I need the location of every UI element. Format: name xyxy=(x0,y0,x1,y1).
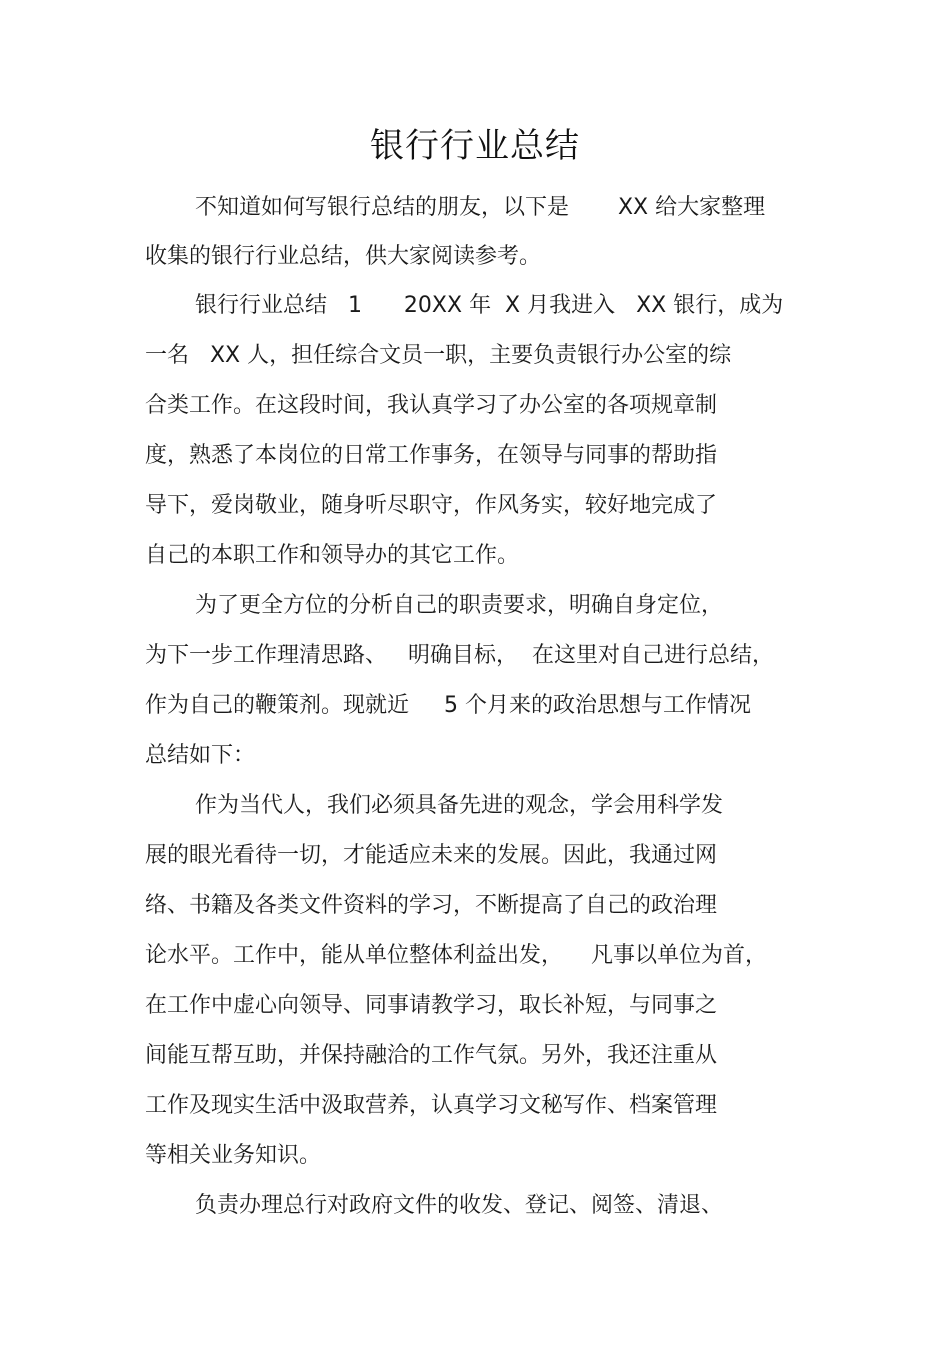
document-title: 银行行业总结 xyxy=(370,126,580,166)
text-line: 收集的银行行业总结，供大家阅读参考。 xyxy=(145,244,542,269)
text-line: 导下，爱岗敬业，随身听尽职守，作风务实，较好地完成了 xyxy=(145,493,718,518)
text-line: 等相关业务知识。 xyxy=(145,1143,322,1168)
text-line: 作为当代人，我们必须具备先进的观念，学会用科学发 xyxy=(195,793,724,818)
text-line: 总结如下： xyxy=(145,743,256,768)
text-line: 自己的本职工作和领导办的其它工作。 xyxy=(145,543,520,568)
text-line: 在工作中虚心向领导、同事请教学习，取长补短，与同事之 xyxy=(145,993,718,1018)
text-line: 工作及现实生活中汲取营养，认真学习文秘写作、档案管理 xyxy=(145,1093,718,1118)
text-line: 负责办理总行对政府文件的收发、登记、阅签、清退、 xyxy=(195,1193,724,1218)
text-line: 为了更全方位的分析自己的职责要求，明确自身定位， xyxy=(195,593,724,618)
text-line: 为下一步工作理清思路、 明确目标， 在这里对自己进行总结， xyxy=(145,643,774,668)
text-line: 不知道如何写银行总结的朋友，以下是 XX 给大家整理 xyxy=(195,195,766,220)
text-line: 间能互帮互助，并保持融洽的工作气氛。另外，我还注重从 xyxy=(145,1043,718,1068)
text-line: 度，熟悉了本岗位的日常工作事务，在领导与同事的帮助指 xyxy=(145,443,718,468)
text-line: 论水平。工作中，能从单位整体利益出发， 凡事以单位为首， xyxy=(145,943,767,968)
text-line: 展的眼光看待一切，才能适应未来的发展。因此，我通过网 xyxy=(145,843,718,868)
text-line: 作为自己的鞭策剂。现就近 5 个月来的政治思想与工作情况 xyxy=(145,693,751,718)
text-line: 银行行业总结 1 20XX 年 X 月我进入 XX 银行，成为 xyxy=(195,293,784,318)
text-line: 合类工作。在这段时间，我认真学习了办公室的各项规章制 xyxy=(145,393,718,418)
text-line: 一名 XX 人，担任综合文员一职，主要负责银行办公室的综 xyxy=(145,343,732,368)
text-line: 络、书籍及各类文件资料的学习，不断提高了自己的政治理 xyxy=(145,893,718,918)
